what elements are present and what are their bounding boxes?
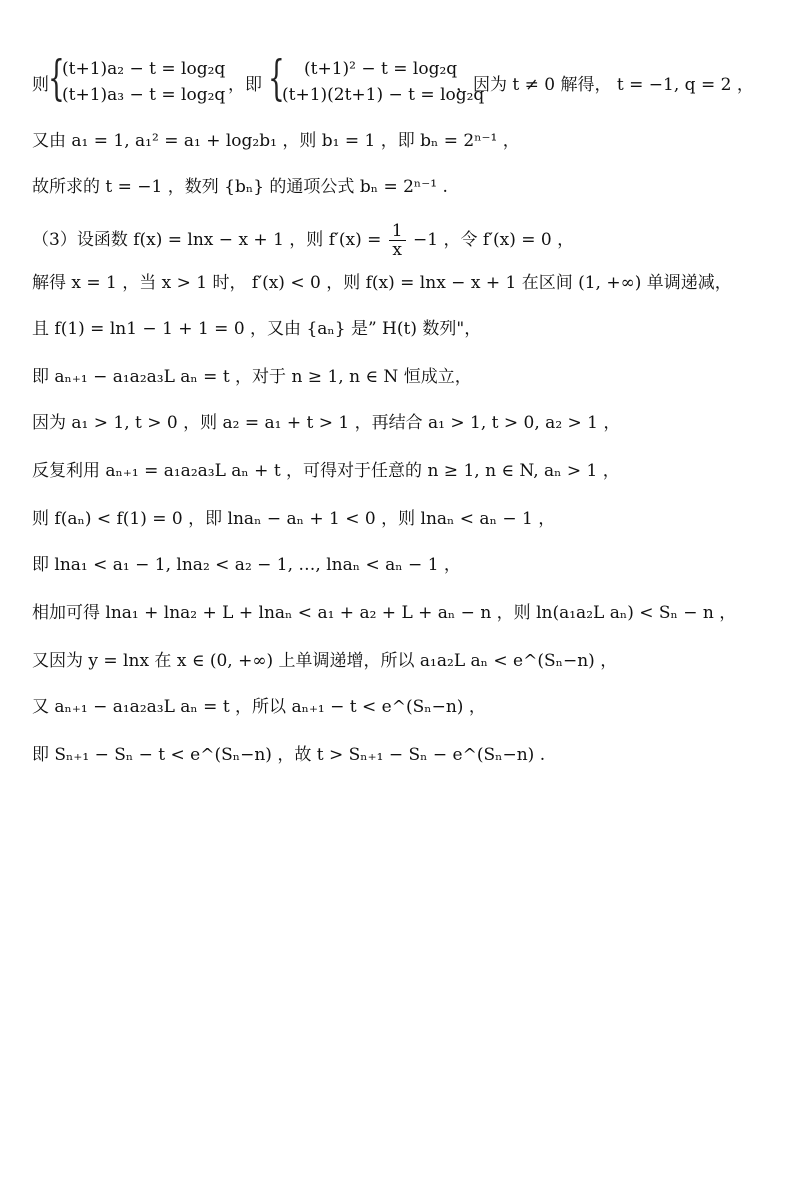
right-equation-1: (t+1)² − t = log₂q [304, 59, 458, 79]
text-line: 则 f(aₙ) < f(1) = 0 ，即 lnaₙ − aₙ + 1 < 0 ，则 lnaₙ < aₙ − 1 ， [32, 509, 556, 529]
system-lead: 则 [32, 75, 49, 95]
fraction-numerator: 1 [389, 222, 406, 241]
right-equation-2: (t+1)(2t+1) − t = log₂q [282, 85, 485, 105]
text-line: 又由 a₁ = 1, a₁² = a₁ + log₂b₁ ，则 b₁ = 1 ，即 bₙ = 2ⁿ⁻¹ ， [32, 131, 520, 151]
equation-system-block [32, 52, 782, 110]
text-line: 即 lna₁ < a₁ − 1, lna₂ < a₂ − 1, …, lnaₙ < aₙ − 1 ， [32, 555, 461, 575]
system-mid: ，即 [228, 75, 262, 95]
text-line: 又 aₙ₊₁ − a₁a₂a₃L aₙ = t ，所以 aₙ₊₁ − t < e^(Sₙ−n) ， [32, 697, 486, 717]
fraction-denominator: x [392, 240, 402, 260]
text-line: 解得 x = 1 ，当 x > 1 时， f′(x) < 0 ，则 f(x) = lnx − x + 1 在区间 (1, +∞) 单调递减， [32, 273, 732, 293]
text-line: 即 Sₙ₊₁ − Sₙ − t < e^(Sₙ−n) ，故 t > Sₙ₊₁ − Sₙ − e^(Sₙ−n) . [32, 745, 546, 765]
right-brace-icon: { [268, 50, 285, 106]
left-equation-1: (t+1)a₂ − t = log₂q [62, 59, 226, 79]
text-line: 又因为 y = lnx 在 x ∈ (0, +∞) 上单调递增，所以 a₁a₂L aₙ < e^(Sₙ−n) ， [32, 651, 618, 671]
fraction [389, 222, 406, 259]
text-segment: （3）设函数 f(x) = lnx − x + 1 ，则 f′(x) = [32, 230, 382, 250]
text-line: 因为 a₁ > 1, t > 0 ，则 a₂ = a₁ + t > 1 ，再结合 a₁ > 1, t > 0, a₂ > 1 ， [32, 413, 621, 433]
left-equation-2: (t+1)a₃ − t = log₂q [62, 85, 226, 105]
text-line: 相加可得 lna₁ + lna₂ + L + lnaₙ < a₁ + a₂ + L + aₙ − n ，则 ln(a₁a₂L aₙ) < Sₙ − n ， [32, 603, 737, 623]
system-tail: ，因为 t ≠ 0 解得， t = −1, q = 2 ， [456, 75, 754, 95]
text-line: 故所求的 t = −1 ，数列 {bₙ} 的通项公式 bₙ = 2ⁿ⁻¹ . [32, 177, 448, 197]
text-line: 即 aₙ₊₁ − a₁a₂a₃L aₙ = t ，对于 n ≥ 1, n ∈ N 恒成立， [32, 367, 472, 387]
text-line-with-fraction [32, 220, 780, 260]
text-line: 反复利用 aₙ₊₁ = a₁a₂a₃L aₙ + t ，可得对于任意的 n ≥ 1, n ∈ N, aₙ > 1 ， [32, 461, 620, 481]
left-brace-icon: { [48, 50, 65, 106]
text-line: 且 f(1) = ln1 − 1 + 1 = 0 ，又由 {aₙ} 是” H(t) 数列"， [32, 319, 482, 339]
text-segment: −1 ，令 f′(x) = 0 ， [413, 230, 575, 250]
